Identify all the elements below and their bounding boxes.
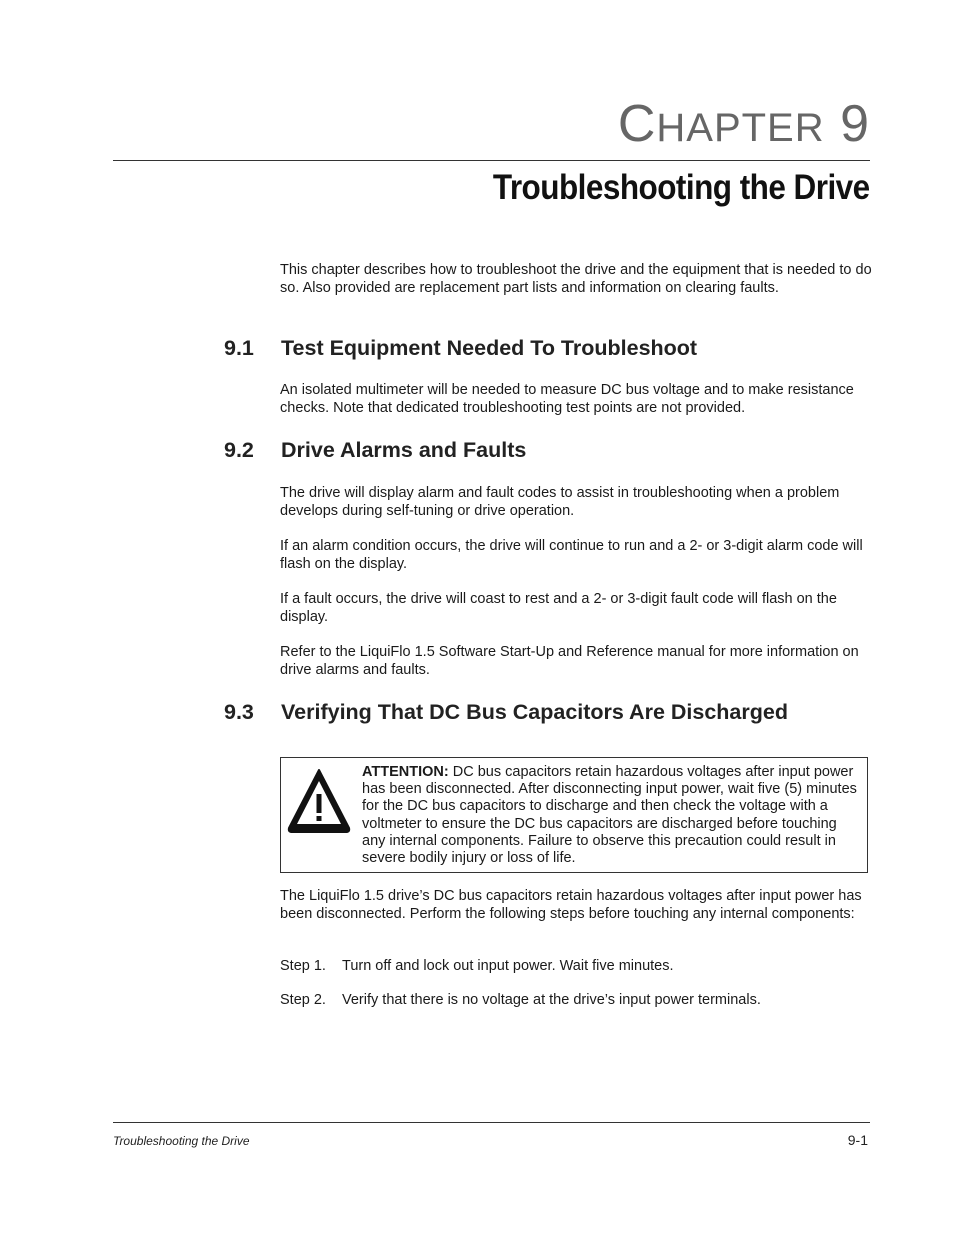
section-number: 9.2 [224, 438, 254, 462]
chapter-word: HAPTER [656, 106, 825, 150]
chapter-label [617, 95, 870, 153]
page-number: 9-1 [847, 1132, 868, 1148]
step-label: Step 2. [280, 992, 326, 1008]
section-9-2-paragraph-3: If a fault occurs, the drive will coast to rest and a 2- or 3-digit fault code will flash on the display. [280, 591, 837, 625]
footer-rule [113, 1122, 870, 1123]
section-9-2-paragraph-1: The drive will display alarm and fault codes to assist in troubleshooting when a problem develops during self-tuning or drive operation. [280, 485, 840, 519]
attention-label: ATTENTION: [362, 764, 449, 780]
header-rule [113, 160, 870, 161]
section-9-2-paragraph-4: Refer to the LiquiFlo 1.5 Software Start-Up and Reference manual for more information on drive alarms and faults. [280, 644, 859, 678]
step-text: Verify that there is no voltage at the drive’s input power terminals. [342, 992, 761, 1008]
section-title: Drive Alarms and Faults [281, 438, 527, 462]
attention-text [362, 764, 862, 867]
step-label: Step 1. [280, 958, 326, 974]
intro-paragraph: This chapter describes how to troubleshoot the drive and the equipment that is needed to do so. Also provided are replacement part lists and information on clearing faults. [280, 262, 872, 296]
section-9-1-paragraph: An isolated multimeter will be needed to measure DC bus voltage and to make resistance checks. Note that dedicated troubleshooting test points are not provided. [280, 382, 854, 416]
step-2 [280, 992, 761, 1010]
section-heading-9-1 [224, 336, 697, 361]
section-title: Test Equipment Needed To Troubleshoot [281, 336, 698, 360]
warning-triangle-icon [286, 767, 352, 835]
step-text: Turn off and lock out input power. Wait five minutes. [342, 958, 674, 974]
section-heading-9-2 [224, 438, 526, 463]
attention-box [280, 757, 868, 873]
footer-title: Troubleshooting the Drive [113, 1134, 250, 1148]
section-title: Verifying That DC Bus Capacitors Are Discharged [281, 700, 788, 724]
chapter-number: 9 [840, 95, 870, 153]
section-9-3-paragraph: The LiquiFlo 1.5 drive’s DC bus capacitors retain hazardous voltages after input power has been disconnected. Perform the following steps before touching any internal components: [280, 888, 862, 922]
step-1 [280, 958, 674, 976]
attention-body: DC bus capacitors retain hazardous voltages after input power has been disconnected. After disconnecting input power, wait five (5) minutes for the DC bus capacitors to discharge and then check the voltage with a voltmeter to ensure the DC bus capacitors are discharged before touching any internal components. Failure to observe this precaution could result in severe bodily injury or loss of life. [362, 764, 857, 867]
section-9-2-paragraph-2: If an alarm condition occurs, the drive will continue to run and a 2- or 3-digit alarm code will flash on the display. [280, 538, 863, 572]
section-number: 9.1 [224, 336, 254, 360]
page-title: Troubleshooting the Drive [493, 168, 870, 207]
section-heading-9-3 [224, 700, 788, 725]
section-number: 9.3 [224, 700, 254, 724]
chapter-initial: C [617, 95, 657, 153]
